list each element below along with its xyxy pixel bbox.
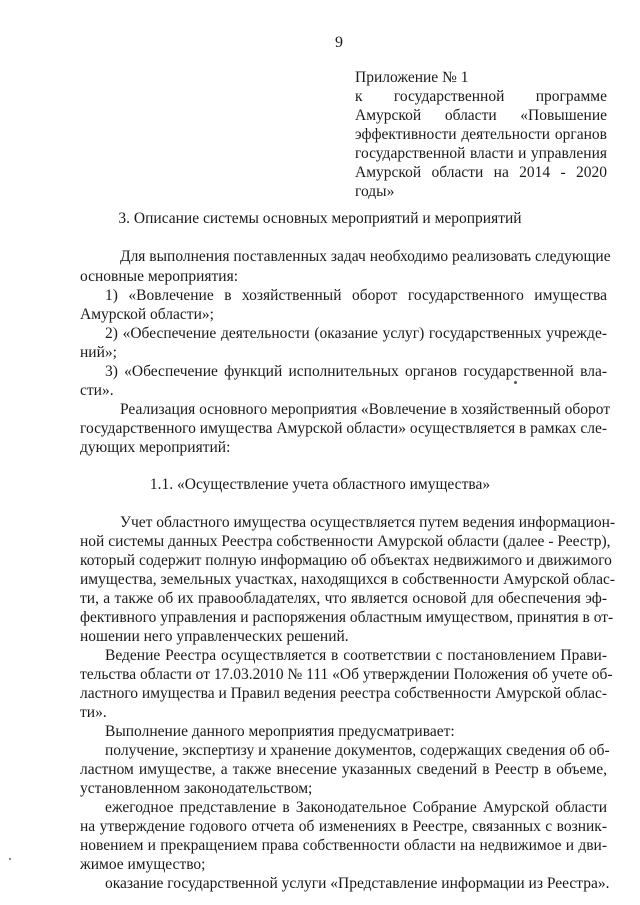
subheading: 1.1. «Осуществление учета областного имущества»	[149, 476, 491, 493]
paragraph-line: на утверждение годового отчета об изменениях в Реестре, связанных с возник-	[80, 818, 607, 835]
paragraph-line: Для выполнения поставленных задач необходимо реализовать следующие	[120, 248, 611, 265]
appendix-line: государственной власти и управления	[355, 145, 607, 162]
appendix-title: Приложение № 1	[355, 69, 469, 86]
paragraph-line: 1) «Вовлечение в хозяйственный оборот государственного имущества	[105, 287, 607, 304]
paragraph-line: Реализация основного мероприятия «Вовлечение в хозяйственный оборот	[120, 401, 611, 418]
paragraph-line: основные мероприятия:	[80, 268, 239, 285]
paragraph-line: ний»;	[80, 344, 117, 361]
paragraph-line: ластном имуществе, а также внесение указанных сведений в Реестр в объеме,	[80, 761, 607, 778]
paragraph-line: новением и прекращением права собственности области на недвижимое и дви-	[80, 837, 607, 854]
paragraph-line: Ведение Реестра осуществляется в соответствии с постановлением Прави-	[105, 647, 607, 664]
appendix-line: Амурской области «Повышение	[355, 107, 607, 124]
paragraph-line: жимое имущество;	[80, 856, 206, 873]
paragraph-line: Выполнение данного мероприятия предусматривает:	[105, 723, 455, 740]
appendix-line: эффективности деятельности органов	[355, 126, 607, 143]
paragraph-line: Учет областного имущества осуществляется путем ведения информацион-	[120, 514, 616, 531]
page-number: 9	[335, 34, 343, 51]
paragraph-line: ти, а также об их правообладателях, что является основой для обеспечения эф-	[80, 590, 607, 607]
paragraph-line: 2) «Обеспечение деятельности (оказание услуг) государственных учрежде-	[105, 325, 607, 342]
paragraph-line: ластного имущества и Правил ведения реестра собственности Амурской облас-	[80, 685, 607, 702]
appendix-line: годы»	[355, 183, 395, 200]
paragraph-line: ношении него управленческих решений.	[80, 628, 349, 645]
scan-speck	[514, 381, 517, 384]
paragraph-line: дующих мероприятий:	[80, 439, 231, 456]
paragraph-line: установленном законодательством;	[80, 780, 313, 797]
appendix-header	[355, 68, 607, 201]
paragraph-line: Амурской области»;	[80, 306, 214, 323]
appendix-line: к государственной программе	[355, 88, 607, 105]
paragraph-line: ти».	[80, 704, 107, 721]
paragraph-line: ежегодное представление в Законодательное Собрание Амурской области	[105, 799, 607, 816]
paragraph-line: тельства области от 17.03.2010 № 111 «Об утверждении Положения об учете об-	[80, 666, 613, 683]
paragraph-line: фективного управления и распоряжения областным имуществом, принятия в от-	[80, 609, 614, 626]
appendix-line: Амурской области на 2014 - 2020	[355, 164, 607, 181]
paragraph-line: государственного имущества Амурской области» осуществляется в рамках сле-	[80, 420, 608, 437]
section-heading: 3. Описание системы основных мероприятий и мероприятий	[118, 210, 522, 227]
paragraph-line: имущества, земельных участках, находящихся в собственности Амурской облас-	[80, 571, 616, 588]
paragraph-line: сти».	[80, 382, 114, 399]
paragraph-line: получение, экспертизу и хранение документов, содержащих сведения об об-	[105, 742, 610, 759]
paragraph-line: ной системы данных Реестра собственности Амурской области (далее - Реестр),	[80, 533, 611, 550]
paragraph-line: оказание государственной услуги «Представление информации из Реестра».	[105, 875, 610, 892]
paragraph-line: который содержит полную информацию об объектах недвижимого и движимого	[80, 552, 612, 569]
paragraph-line: 3) «Обеспечение функций исполнительных органов государственной вла-	[105, 363, 607, 380]
scan-speck	[9, 858, 11, 860]
